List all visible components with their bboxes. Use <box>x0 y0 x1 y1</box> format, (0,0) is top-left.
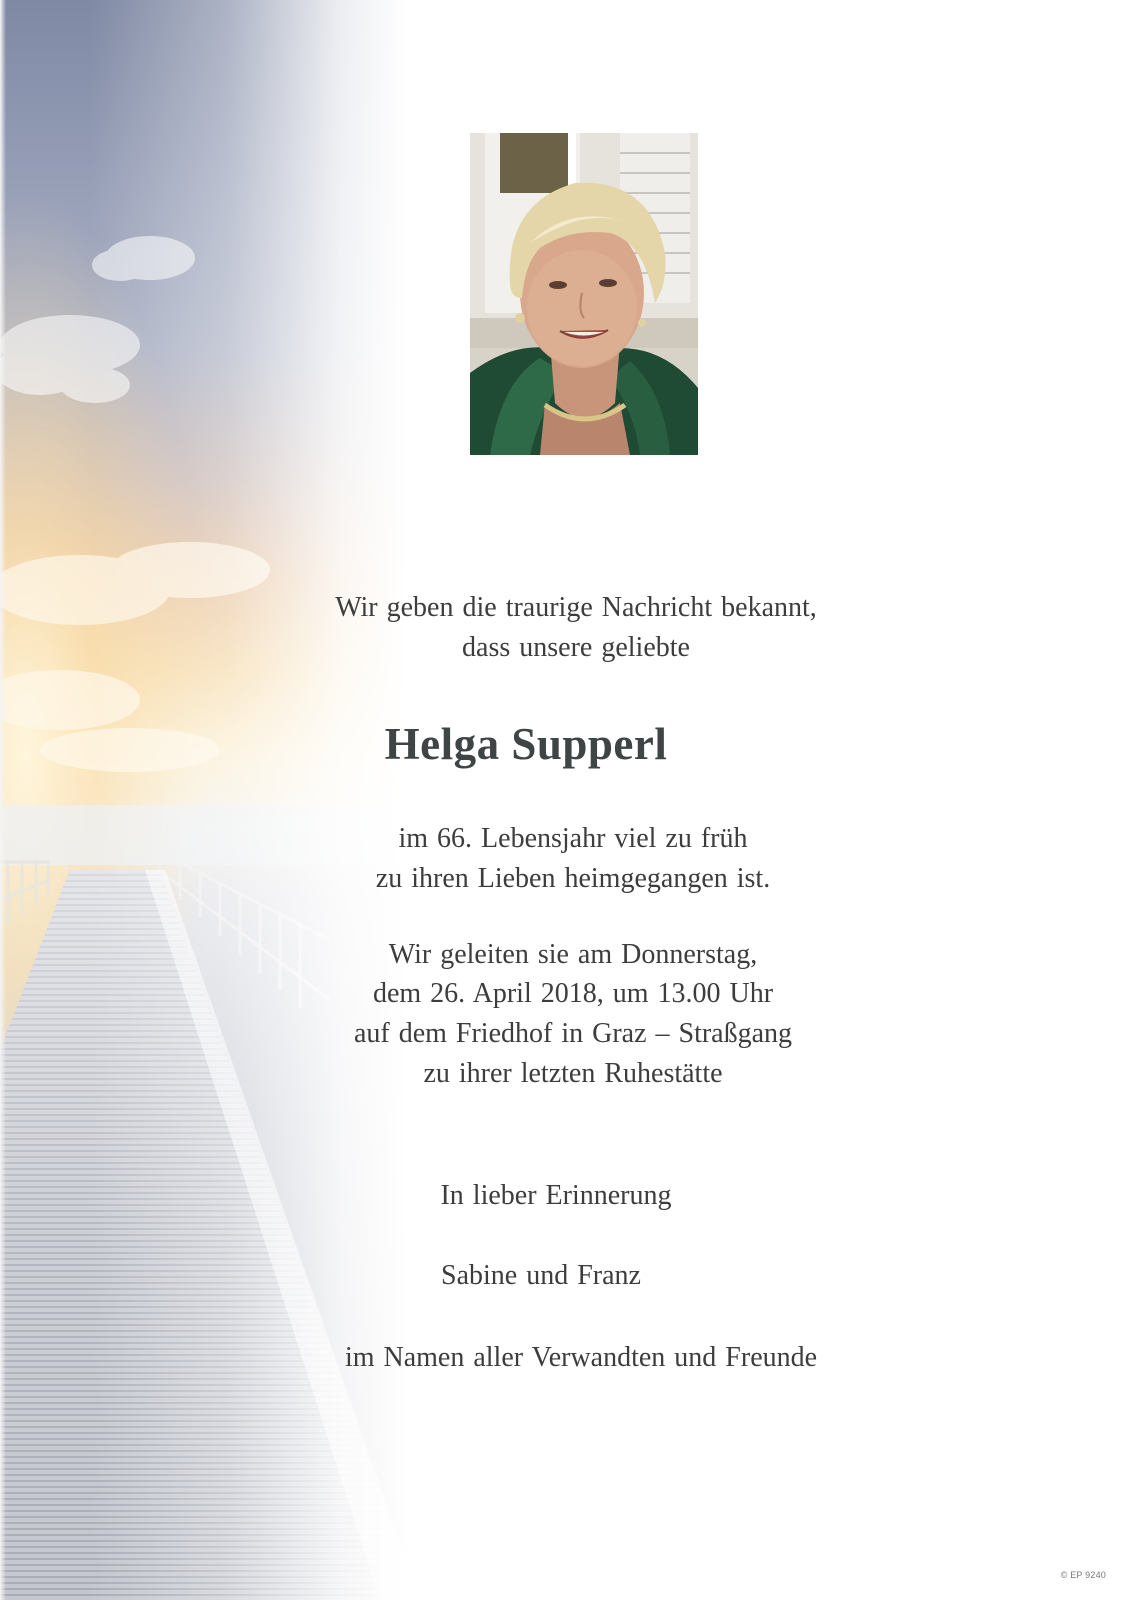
portrait-photo-icon <box>470 133 698 455</box>
funeral-line-2: dem 26. April 2018, um 13.00 Uhr <box>372 978 774 1009</box>
passing-line-2: zu ihren Lieben heimgegangen ist. <box>375 863 771 894</box>
mourners-names: Sabine und Franz <box>441 1260 641 1291</box>
copyright-mark: © EP 9240 <box>1060 1570 1106 1580</box>
funeral-line-1: Wir geleiten sie am Donnerstag, <box>388 939 758 970</box>
passing-line-1: im 66. Lebensjahr viel zu früh <box>398 823 748 854</box>
funeral-line-4: zu ihrer letzten Ruhestätte <box>423 1058 723 1089</box>
portrait-photo <box>470 133 698 455</box>
funeral-line-3: auf dem Friedhof in Graz – Straßgang <box>353 1018 793 1049</box>
memory-line: In lieber Erinnerung <box>440 1180 672 1211</box>
intro-line-1: Wir geben die traurige Nachricht bekannt, <box>335 592 817 623</box>
deceased-name: Helga Supperl <box>384 719 668 769</box>
on-behalf-line: im Namen aller Verwandten und Freunde <box>344 1342 818 1373</box>
intro-line-2: dass unsere geliebte <box>462 632 690 663</box>
